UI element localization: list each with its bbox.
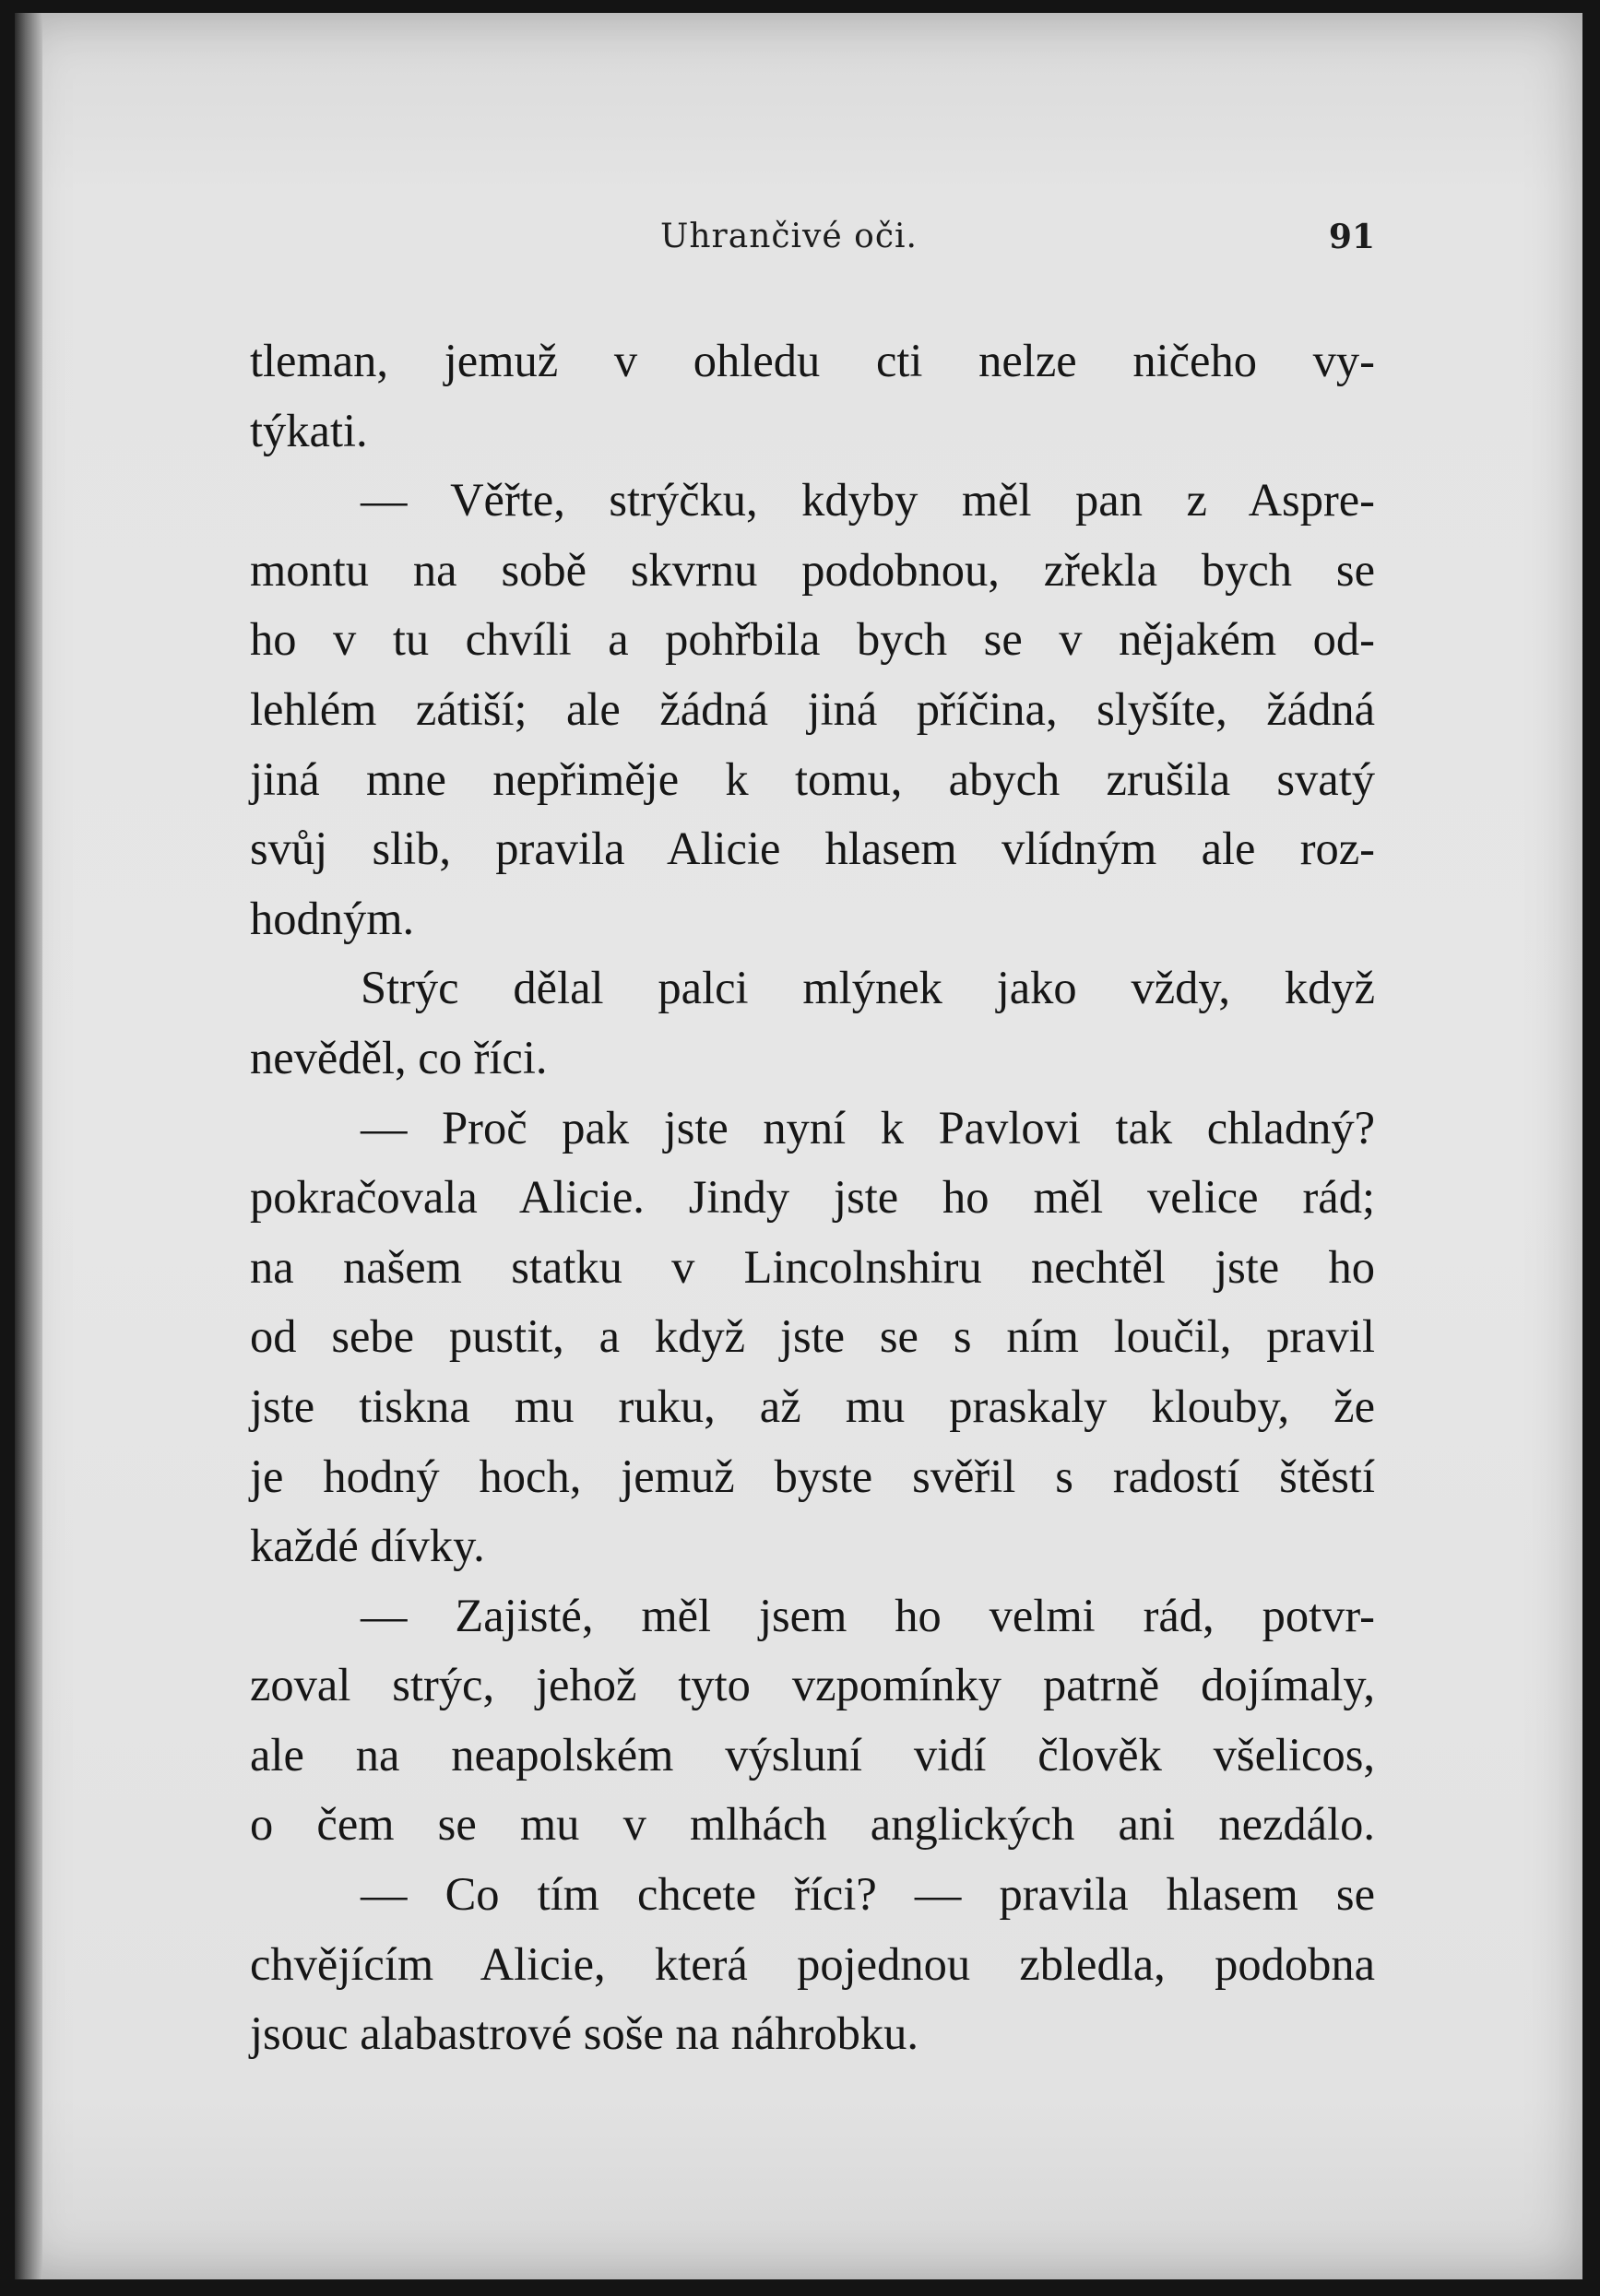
text-line: nevěděl, co říci. <box>250 1031 548 1083</box>
text-line: pokračovala Alicie. Jindy jste ho měl velice rád; <box>250 1171 1375 1224</box>
text-line: tleman, jemuž v ohledu cti nelze ničeho vy- <box>250 335 1375 386</box>
text-line: hodným. <box>250 892 415 944</box>
text-line: o čem se mu v mlhách anglických ani nezdálo. <box>250 1798 1375 1851</box>
text-line: Strýc dělal palci mlýnek jako vždy, když <box>361 962 1375 1014</box>
text-line: jste tiskna mu ruku, až mu praskaly klouby, že <box>250 1379 1375 1432</box>
book-spine-shadow <box>15 13 42 2279</box>
text-line: je hodný hoch, jemuž byste svěřil s radostí štěstí <box>250 1450 1375 1502</box>
body-text <box>250 326 1375 2069</box>
text-line: — Proč pak jste nyní k Pavlovi tak chladný? <box>361 1101 1375 1154</box>
text-line: jiná mne nepřiměje k tomu, abych zrušila svatý <box>250 752 1375 805</box>
text-line: — Co tím chcete říci? — pravila hlasem se <box>361 1868 1375 1921</box>
text-line: lehlém zátiší; ale žádná jiná příčina, slyšíte, žádná <box>250 682 1375 735</box>
page-header <box>660 218 1375 262</box>
text-line: ale na neapolském výsluní vidí člověk všelicos, <box>250 1728 1375 1781</box>
text-line: jsouc alabastrové soše na náhrobku. <box>250 2007 919 2060</box>
text-line: od sebe pustit, a když jste se s ním loučil, pravil <box>250 1310 1375 1363</box>
page-number: 91 <box>1328 218 1375 256</box>
text-line: ho v tu chvíli a pohřbila bych se v nějakém od- <box>250 613 1375 666</box>
text-line: zoval strýc, jehož tyto vzpomínky patrně dojímaly, <box>250 1659 1375 1711</box>
text-line: — Zajisté, měl jsem ho velmi rád, potvr- <box>361 1589 1375 1641</box>
text-line: chvějícím Alicie, která pojednou zbledla, podobna <box>250 1937 1375 1990</box>
running-title: Uhrančivé oči. <box>660 218 918 255</box>
text-line: montu na sobě skvrnu podobnou, zřekla bych se <box>250 543 1375 596</box>
text-line: — Věřte, strýčku, kdyby měl pan z Aspre- <box>361 474 1375 527</box>
text-line: každé dívky. <box>250 1520 485 1572</box>
text-line: svůj slib, pravila Alicie hlasem vlídným ale roz- <box>250 823 1375 875</box>
book-page <box>15 13 1582 2279</box>
text-line: týkati. <box>250 404 368 456</box>
text-line: na našem statku v Lincolnshiru nechtěl jste ho <box>250 1240 1375 1293</box>
